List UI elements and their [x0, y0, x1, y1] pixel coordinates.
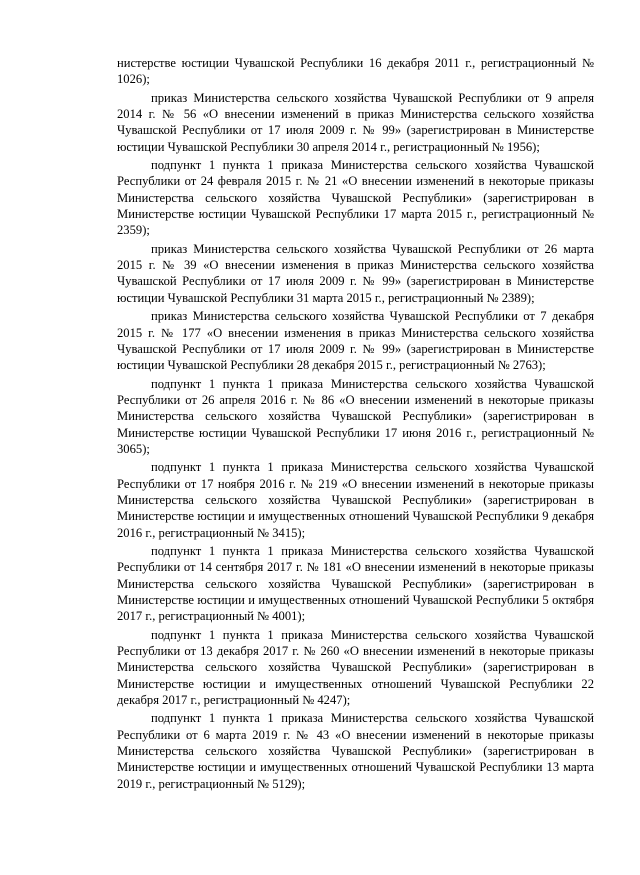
- paragraph-order-2017-181: подпункт 1 пункта 1 приказа Министерства сельского хозяйства Чувашской Республики от 14 сентября 2017 г. № 181 «О внесении изменений в некоторые приказы Министерства сельского хозяйства Чувашской Республики» (зарегистрирован в Министерстве юстиции и имущественных отношений Чувашской Республики 5 октября 2017 г., регистрационный № 4001);: [117, 543, 594, 624]
- document-body: [117, 55, 594, 794]
- paragraph-order-2019-43: подпункт 1 пункта 1 приказа Министерства сельского хозяйства Чувашской Республики от 6 марта 2019 г. № 43 «О внесении изменений в некоторые приказы Министерства сельского хозяйства Чувашской Республики» (зарегистрирован в Министерстве юстиции и имущественных отношений Чувашской Республики 13 марта 2019 г., регистрационный № 5129);: [117, 711, 594, 791]
- paragraph-order-2016-219: подпункт 1 пункта 1 приказа Министерства сельского хозяйства Чувашской Республики от 17 ноября 2016 г. № 219 «О внесении изменений в некоторые приказы Министерства сельского хозяйства Чувашской Республики» (зарегистрирован в Министерстве юстиции и имущественных отношений Чувашской Республики 9 декабря 2016 г., регистрационный № 3415);: [117, 460, 594, 540]
- paragraph-order-2017-260: подпункт 1 пункта 1 приказа Министерства сельского хозяйства Чувашской Республики от 13 декабря 2017 г. № 260 «О внесении изменений в некоторые приказы Министерства сельского хозяйства Чувашской Республики» (зарегистрирован в Министерстве юстиции и имущественных отношений Чувашской Республики 22 декабря 2017 г., регистрационный № 4247);: [117, 627, 594, 708]
- paragraph-order-2015-39: приказ Министерства сельского хозяйства Чувашской Республики от 26 марта 2015 г. № 39 «О внесении изменения в приказ Министерства сельского хозяйства Чувашской Республики от 17 июля 2009 г. № 99» (зарегистрирован в Министерстве юстиции Чувашской Республики 31 марта 2015 г., регистрационный № 2389);: [117, 241, 594, 305]
- paragraph-order-2014-56: приказ Министерства сельского хозяйства Чувашской Республики от 9 апреля 2014 г. № 56 «О внесении изменений в приказ Министерства сельского хозяйства Чувашской Республики от 17 июля 2009 г. № 99» (зарегистрирован в Министерстве юстиции Чувашской Республики 30 апреля 2014 г., регистрационный № 1956);: [117, 90, 594, 154]
- paragraph-continuation: нистерстве юстиции Чувашской Республики 16 декабря 2011 г., регистрационный № 1026);: [117, 56, 594, 87]
- paragraph-order-2015-177: приказ Министерства сельского хозяйства Чувашской Республики от 7 декабря 2015 г. № 177 «О внесении изменения в приказ Министерства сельского хозяйства Чувашской Республики от 17 июля 2009 г. № 99» (зарегистрирован в Министерстве юстиции Чувашской Республики 28 декабря 2015 г., регистрационный № 2763);: [117, 309, 594, 373]
- paragraph-order-2015-21: подпункт 1 пункта 1 приказа Министерства сельского хозяйства Чувашской Республики от 24 февраля 2015 г. № 21 «О внесении изменений в некоторые приказы Министерства сельского хозяйства Чувашской Республики» (зарегистрирован в Министерстве юстиции Чувашской Республики 17 марта 2015 г., регистрационный № 2359);: [117, 158, 594, 238]
- paragraph-order-2016-86: подпункт 1 пункта 1 приказа Министерства сельского хозяйства Чувашской Республики от 26 апреля 2016 г. № 86 «О внесении изменений в некоторые приказы Министерства сельского хозяйства Чувашской Республики» (зарегистрирован в Министерстве юстиции Чувашской Республики 17 июня 2016 г., регистрационный № 3065);: [117, 376, 594, 456]
